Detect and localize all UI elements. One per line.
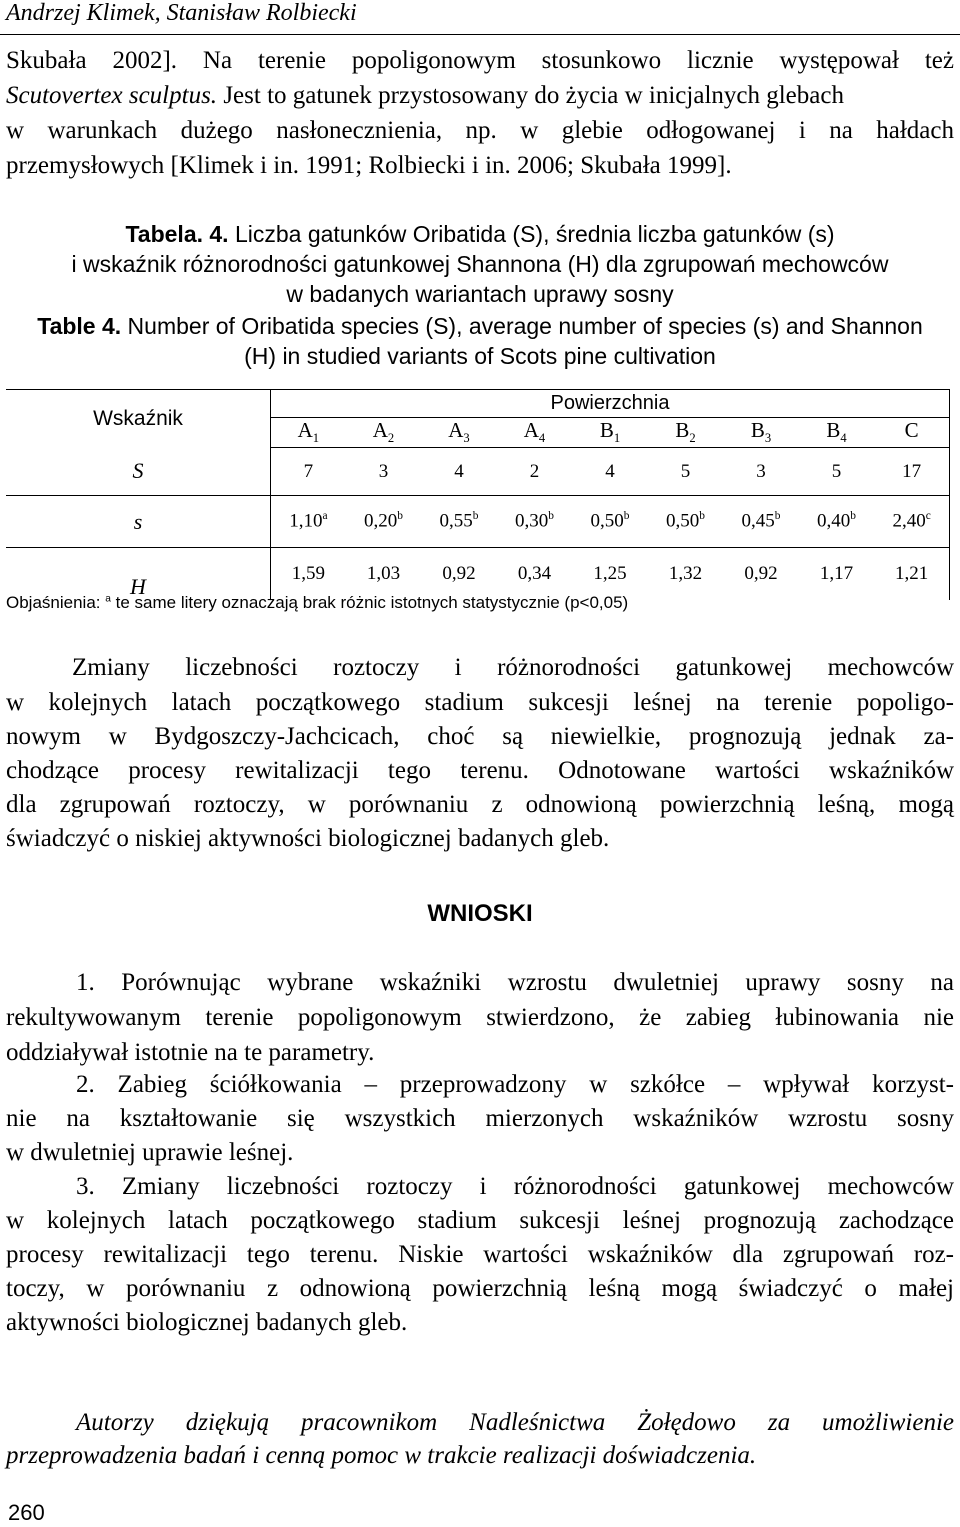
cell-letter: b [850, 510, 856, 523]
section-title: WNIOSKI [427, 900, 533, 927]
page-number: 260 [8, 1500, 45, 1525]
table-cell [572, 548, 648, 600]
column-header [799, 418, 875, 448]
table-cell [723, 496, 799, 548]
table-cell [271, 548, 346, 600]
row-label: H [130, 573, 146, 599]
table-cell [799, 448, 875, 496]
column-subscript: 1 [312, 431, 320, 446]
index-header: Wskaźnik [6, 390, 271, 448]
intro-line: przemysłowych [Klimek i in. 1991; Rolbiecki i in. 2006; Skubała 1999]. [6, 152, 732, 179]
table-cell [874, 548, 949, 600]
conclusion-line: w kolejnych latach początkowego stadium sukcesji leśnej prognozują zachodzące [6, 1207, 954, 1234]
cell-value: 2 [529, 460, 540, 482]
note-sup: a [105, 593, 111, 605]
data-table [6, 389, 950, 600]
cell-value: 3 [756, 460, 766, 482]
para2-line: chodzące procesy rewitalizacji tego terenu. Odnotowane wartości wskaźników [6, 757, 954, 784]
column-header [572, 418, 648, 448]
caption-pl-line2: i wskaźnik różnorodności gatunkowej Shannona (H) dla zgrupowań mechowców [71, 251, 889, 277]
cell-value: 1,25 [593, 562, 627, 584]
column-letter: B [826, 418, 841, 443]
species-name: Scutovertex sculptus. [6, 82, 218, 109]
cell-value: 0,50 [590, 510, 624, 532]
intro-line: w warunkach dużego nasłonecznienia, np. w glebie odłogowanej i na hałdach [6, 117, 954, 144]
column-letter: B [599, 418, 614, 443]
cell-value: 17 [902, 460, 922, 482]
cell-letter: a [322, 510, 328, 523]
cell-value: 1,03 [366, 562, 401, 584]
note-text: te same litery oznaczają brak różnic istotnych statystycznie (p<0,05) [110, 593, 629, 612]
para2-line: świadczyć o niskiej aktywności biologicznej badanych gleb. [6, 825, 610, 852]
cell-value: 1,21 [894, 562, 929, 584]
column-subscript: 2 [689, 431, 696, 446]
column-letter: B [750, 418, 765, 443]
caption-pl-line3: w badanych wariantach uprawy sosny [286, 281, 674, 307]
table-cell [572, 448, 648, 496]
table-cell [497, 448, 573, 496]
column-subscript: 4 [840, 431, 847, 446]
column-letter: A [448, 418, 464, 443]
cell-value: 0,34 [517, 562, 552, 584]
conclusion-line: nie na kształtowanie się wszystkich mierzonych wskaźników wzrostu sosny [6, 1105, 954, 1132]
cell-letter: b [472, 510, 479, 523]
conclusion-line: 3. Zmiany liczebności roztoczy i różnorodności gatunkowej mechowców [76, 1173, 954, 1200]
table-row [6, 548, 950, 600]
table-cell [723, 448, 799, 496]
cell-value: 7 [303, 460, 314, 482]
para2-line: w kolejnych latach początkowego stadium sukcesji leśnej na terenie popoligo- [6, 689, 954, 716]
conclusion-line: aktywności biologicznej badanych gleb. [6, 1309, 408, 1336]
table-cell [421, 448, 497, 496]
caption-pl-line1 [0, 219, 960, 249]
table-cell [271, 448, 346, 496]
note-label: Objaśnienia: [6, 593, 106, 612]
table-cell [648, 448, 724, 496]
cell-letter: c [925, 510, 931, 523]
column-subscript: 2 [387, 431, 395, 446]
cell-value: 0,20 [363, 510, 398, 532]
column-header [723, 418, 799, 448]
cell-value: 1,10 [289, 510, 323, 532]
para2-line: nowym w Bydgoszczy-Jachcicach, choć są niewielkie, prognozują jednak za- [6, 723, 954, 750]
table-cell [874, 448, 949, 496]
cell-value: 0,92 [744, 562, 778, 584]
cell-letter: b [623, 510, 630, 523]
header-rule [0, 34, 960, 35]
table-cell [572, 496, 648, 548]
caption-text: Number of Oribatida species (S), average number of species (s) and Shannon [121, 313, 923, 339]
cell-value: 0,92 [442, 562, 476, 584]
intro-line: Skubała 2002]. Na terenie popoligonowym stosunkowo licznie występował też [6, 47, 954, 74]
table-row [6, 496, 950, 548]
column-letter: A [372, 418, 388, 443]
table-cell [648, 496, 724, 548]
table-cell [421, 496, 497, 548]
acknowledgement-line: Autorzy dziękują pracownikom Nadleśnictwa Żołędowo za umożliwienie [76, 1409, 954, 1436]
table-cell [497, 496, 573, 548]
caption-en-line1 [0, 311, 960, 341]
caption-en-line2: (H) in studied variants of Scots pine cultivation [244, 343, 716, 369]
column-header [346, 418, 422, 448]
table-note [6, 593, 628, 613]
conclusion-line: procesy rewitalizacji tego terenu. Niskie wartości wskaźników dla zgrupowań roz- [6, 1241, 954, 1268]
cell-letter: b [774, 510, 781, 523]
cell-value: 0,30 [514, 510, 549, 532]
cell-letter: b [699, 510, 705, 523]
cell-letter: b [397, 510, 403, 523]
column-header [421, 418, 497, 448]
table-cell [421, 548, 497, 600]
running-header: Andrzej Klimek, Stanisław Rolbiecki [6, 0, 357, 26]
intro-line [6, 81, 954, 111]
para2-line: dla zgrupowań roztoczy, w porównaniu z odnowioną powierzchnią leśną, mogą [6, 791, 954, 818]
cell-value: 4 [454, 460, 464, 482]
column-subscript: 3 [463, 431, 470, 446]
cell-value: 1,17 [819, 562, 854, 584]
table-cell [271, 496, 346, 548]
table-cell [346, 448, 422, 496]
table-cell [723, 548, 799, 600]
table-cell [799, 496, 875, 548]
table-cell [346, 496, 422, 548]
cell-value: 4 [605, 460, 615, 482]
cell-value: 5 [680, 460, 691, 482]
cell-value: 0,50 [665, 510, 700, 532]
cell-letter: b [548, 510, 554, 523]
conclusion-line: rekultywowanym terenie popoligonowym stwierdzono, że zabieg łubinowania nie [6, 1004, 954, 1031]
table-cell [648, 548, 724, 600]
caption-pl-label: Tabela. 4. [125, 221, 229, 247]
column-letter: C [904, 418, 919, 443]
column-subscript: 4 [538, 431, 546, 446]
intro-text: Jest to gatunek przystosowany do życia w inicjalnych glebach [217, 82, 844, 109]
cell-value: 1,59 [291, 562, 325, 584]
cell-value: 5 [831, 460, 842, 482]
table-cell [346, 548, 422, 600]
group-header: Powierzchnia [271, 390, 950, 418]
para2-line: Zmiany liczebności roztoczy i różnorodności gatunkowej mechowców [72, 654, 954, 681]
cell-value: 3 [378, 460, 389, 482]
caption-text: Liczba gatunków Oribatida (S), średnia liczba gatunków (s) [228, 221, 835, 247]
conclusion-line: 2. Zabieg ściółkowania – przeprowadzony w szkółce – wpływał korzyst- [76, 1071, 954, 1098]
cell-value: 0,55 [439, 510, 473, 532]
acknowledgement-line: przeprowadzenia badań i cenną pomoc w trakcie realizacji doświadczenia. [6, 1442, 757, 1469]
conclusion-line: w dwuletniej uprawie leśnej. [6, 1139, 294, 1166]
column-header [497, 418, 573, 448]
cell-value: 0,45 [741, 510, 775, 532]
caption-en-label: Table 4. [37, 313, 122, 339]
table-row [6, 448, 950, 496]
column-header [874, 418, 949, 448]
row-label: s [6, 496, 271, 548]
conclusion-line: toczy, w porównaniu z odnowioną powierzchnią leśną mogą świadczyć o małej [6, 1275, 954, 1302]
table-cell [497, 548, 573, 600]
column-header [271, 418, 346, 448]
table-body [6, 448, 950, 600]
cell-value: 0,40 [816, 510, 851, 532]
column-letter: A [297, 418, 313, 443]
column-letter: A [523, 418, 539, 443]
column-subscript: 1 [613, 431, 621, 446]
column-subscript: 3 [764, 431, 772, 446]
cell-value: 2,40 [892, 510, 926, 532]
column-letter: B [675, 418, 690, 443]
table-cell [799, 548, 875, 600]
column-header [648, 418, 724, 448]
table-cell [874, 496, 949, 548]
conclusion-line: oddziaływał istotnie na te parametry. [6, 1039, 375, 1066]
conclusion-line: 1. Porównując wybrane wskaźniki wzrostu dwuletniej uprawy sosny na [76, 969, 954, 996]
cell-value: 1,32 [668, 562, 703, 584]
row-label: S [6, 448, 271, 496]
